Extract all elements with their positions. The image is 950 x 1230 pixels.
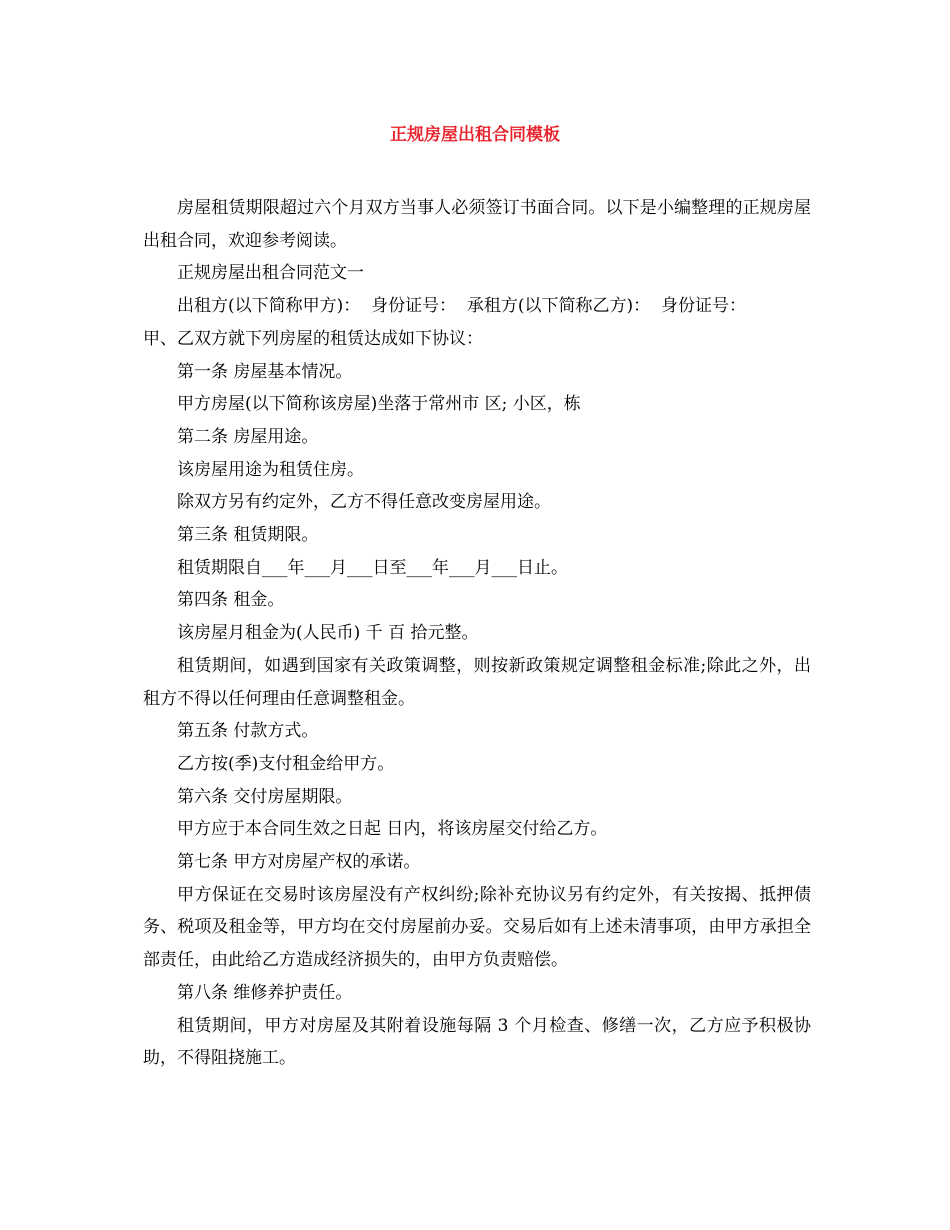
article-6-heading: 第六条 交付房屋期限。 — [177, 786, 353, 807]
intro-paragraph: 房屋租赁期限超过六个月双方当事人必须签订书面合同。以下是小编整理的正规房屋出租合同，欢迎参考阅读。 — [143, 198, 811, 251]
article-5-heading: 第五条 付款方式。 — [177, 721, 319, 742]
document-title: 正规房屋出租合同模板 — [390, 125, 560, 145]
article-3-heading: 第三条 租赁期限。 — [177, 525, 319, 546]
sample-heading: 正规房屋出租合同范文一 — [177, 263, 364, 284]
article-8-text: 租赁期间，甲方对房屋及其附着设施每隔 3 个月检查、修缮一次，乙方应予积极协助，不得阻挠施工。 — [143, 1015, 811, 1069]
article-7-heading: 第七条 甲方对房屋产权的承诺。 — [177, 852, 421, 873]
parties-line: 出租方(以下简称甲方)： 身份证号： 承租方(以下简称乙方)： 身份证号： — [177, 296, 746, 317]
article-1-heading: 第一条 房屋基本情况。 — [177, 361, 353, 382]
document-body — [143, 192, 811, 1075]
article-8-heading: 第八条 维修养护责任。 — [177, 982, 353, 1003]
article-2-heading: 第二条 房屋用途。 — [177, 426, 319, 447]
article-7-text: 甲方保证在交易时该房屋没有产权纠纷;除补充协议另有约定外，有关按揭、抵押债务、税项及租金等，甲方均在交付房屋前办妥。交易后如有上述未清事项，由甲方承担全部责任，由此给乙方造成经济损失的，由甲方负责赔偿。 — [143, 884, 811, 971]
article-2-text-1: 该房屋用途为租赁住房。 — [177, 459, 364, 480]
article-3-text: 租赁期限自___年___月___日至___年___月___日止。 — [177, 557, 568, 578]
article-5-text: 乙方按(季)支付租金给甲方。 — [177, 753, 395, 774]
article-4-text-2: 租赁期间，如遇到国家有关政策调整，则按新政策规定调整租金标准;除此之外，出租方不得以任何理由任意调整租金。 — [143, 655, 811, 709]
article-4-text-1: 该房屋月租金为(人民币) 千 百 拾元整。 — [177, 623, 479, 644]
article-4-heading: 第四条 租金。 — [177, 590, 285, 611]
article-6-text: 甲方应于本合同生效之日起 日内，将该房屋交付给乙方。 — [177, 819, 608, 840]
article-1-text: 甲方房屋(以下简称该房屋)坐落于常州市 区; 小区，栋 — [177, 394, 581, 415]
article-2-text-2: 除双方另有约定外，乙方不得任意改变房屋用途。 — [177, 492, 551, 513]
agreement-intro: 甲、乙双方就下列房屋的租赁达成如下协议： — [143, 328, 483, 349]
